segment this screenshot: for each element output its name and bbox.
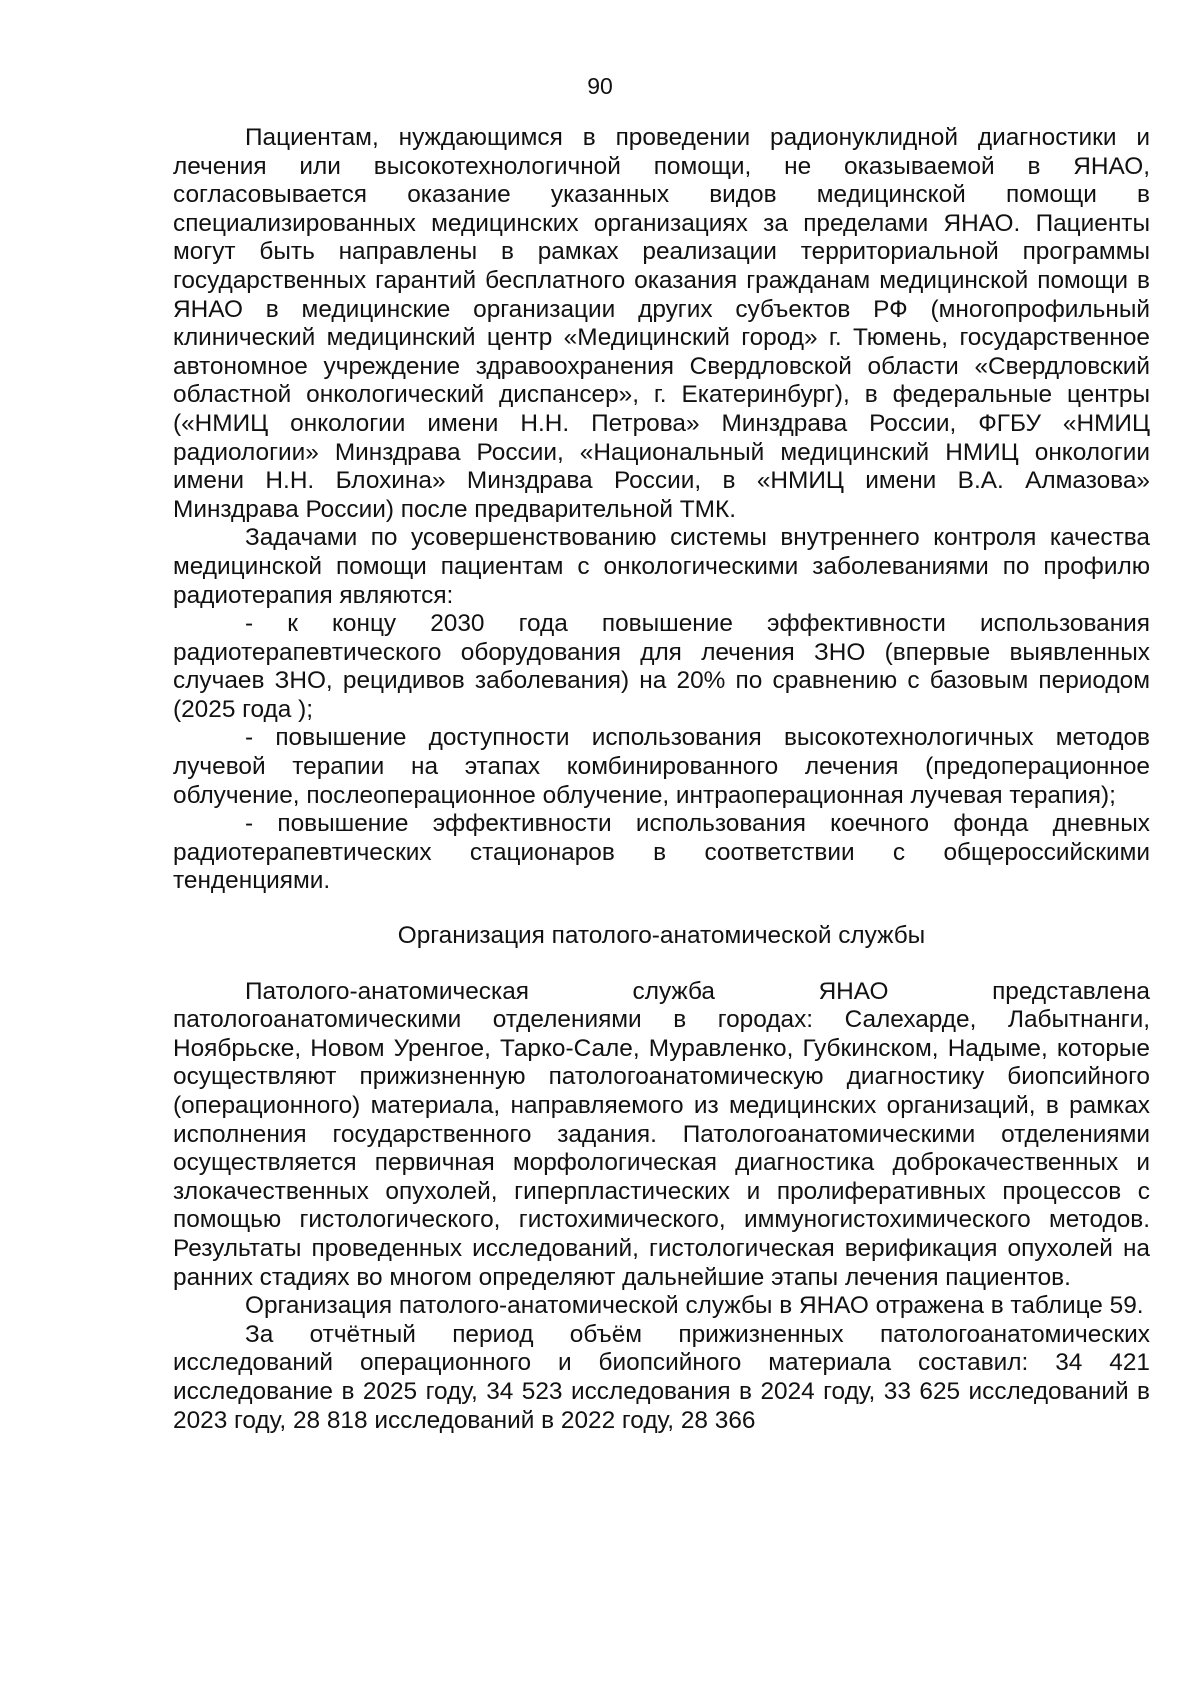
paragraph-radionuclide-referral: Пациентам, нуждающимся в проведении радионуклидной диагностики и лечения или высокотехнологичной помощи, не оказываемой в ЯНАО, согласовывается оказание указанных видов медицинской помощи в специализированных медицинских организациях за пределами ЯНАО. Пациенты могут быть направлены в рамках реализации территориальной программы государственных гарантий бесплатного оказания гражданам медицинской помощи в ЯНАО в медицинские организации других субъектов РФ (многопрофильный клинический медицинский центр «Медицинский город» г. Тюмень, государственное автономное учреждение здравоохранения Свердловской области «Свердловский областной онкологический диспансер», г. Екатеринбург), в федеральные центры («НМИЦ онкологии имени Н.Н. Петрова» Минздрава России, ФГБУ «НМИЦ радиологии» Минздрава России, «Национальный медицинский НМИЦ онкологии имени Н.Н. Блохина» Минздрава России, в «НМИЦ имени В.А. Алмазова» Минздрава России) после предварительной ТМК. [173, 124, 1150, 523]
section-title: Организация патолого-анатомической службы [397, 922, 926, 950]
page-number: 90 [587, 73, 613, 99]
list-item-high-tech-access: - повышение доступности использования высокотехнологичных методов лучевой терапии на этапах комбинированного лечения (предоперационное облучение, послеоперационное облучение, интраоперационная лучевая терапия); [173, 724, 1150, 809]
paragraph-radiotherapy-tasks: Задачами по усовершенствованию системы внутреннего контроля качества медицинской помощи пациентам с онкологическими заболеваниями по профилю радиотерапия являются: [173, 524, 1150, 609]
list-item-equipment-efficiency: - к концу 2030 года повышение эффективности использования радиотерапевтического оборудования для лечения ЗНО (впервые выявленных случаев ЗНО, рецидивов заболевания) на 20% по сравнению с базовым периодом (2025 года ); [173, 610, 1150, 723]
document-body [173, 124, 1150, 1435]
paragraph-table-reference: Организация патолого-анатомической службы в ЯНАО отражена в таблице 59. [245, 1292, 1144, 1320]
list-item-day-hospital-beds: - повышение эффективности использования коечного фонда дневных радиотерапевтических стационаров в соответствии с общероссийскими тенденциями. [173, 810, 1150, 895]
paragraph-pathology-service: Патолого-анатомическая служба ЯНАО представлена патологоанатомическими отделениями в городах: Салехарде, Лабытнанги, Ноябрьске, Новом Уренгое, Тарко-Сале, Муравленко, Губкинском, Надыме, которые осуществляют прижизненную патологоанатомическую диагностику биопсийного (операционного) материала, направляемого из медицинских организаций, в рамках исполнения государственного задания. Патологоанатомическими отделениями осуществляется первичная морфологическая диагностика доброкачественных и злокачественных опухолей, гиперпластических и пролиферативных процессов с помощью гистологического, гистохимического, иммуногистохимического методов. Результаты проведенных исследований, гистологическая верификация опухолей на ранних стадиях во многом определяют дальнейшие этапы лечения пациентов. [173, 977, 1150, 1291]
paragraph-study-volume: За отчётный период объём прижизненных патологоанатомических исследований операционного и биопсийного материала составил: 34 421 исследование в 2025 году, 34 523 исследования в 2024 году, 33 625 исследований в 2023 году, 28 818 исследований в 2022 году, 28 366 [173, 1320, 1150, 1434]
